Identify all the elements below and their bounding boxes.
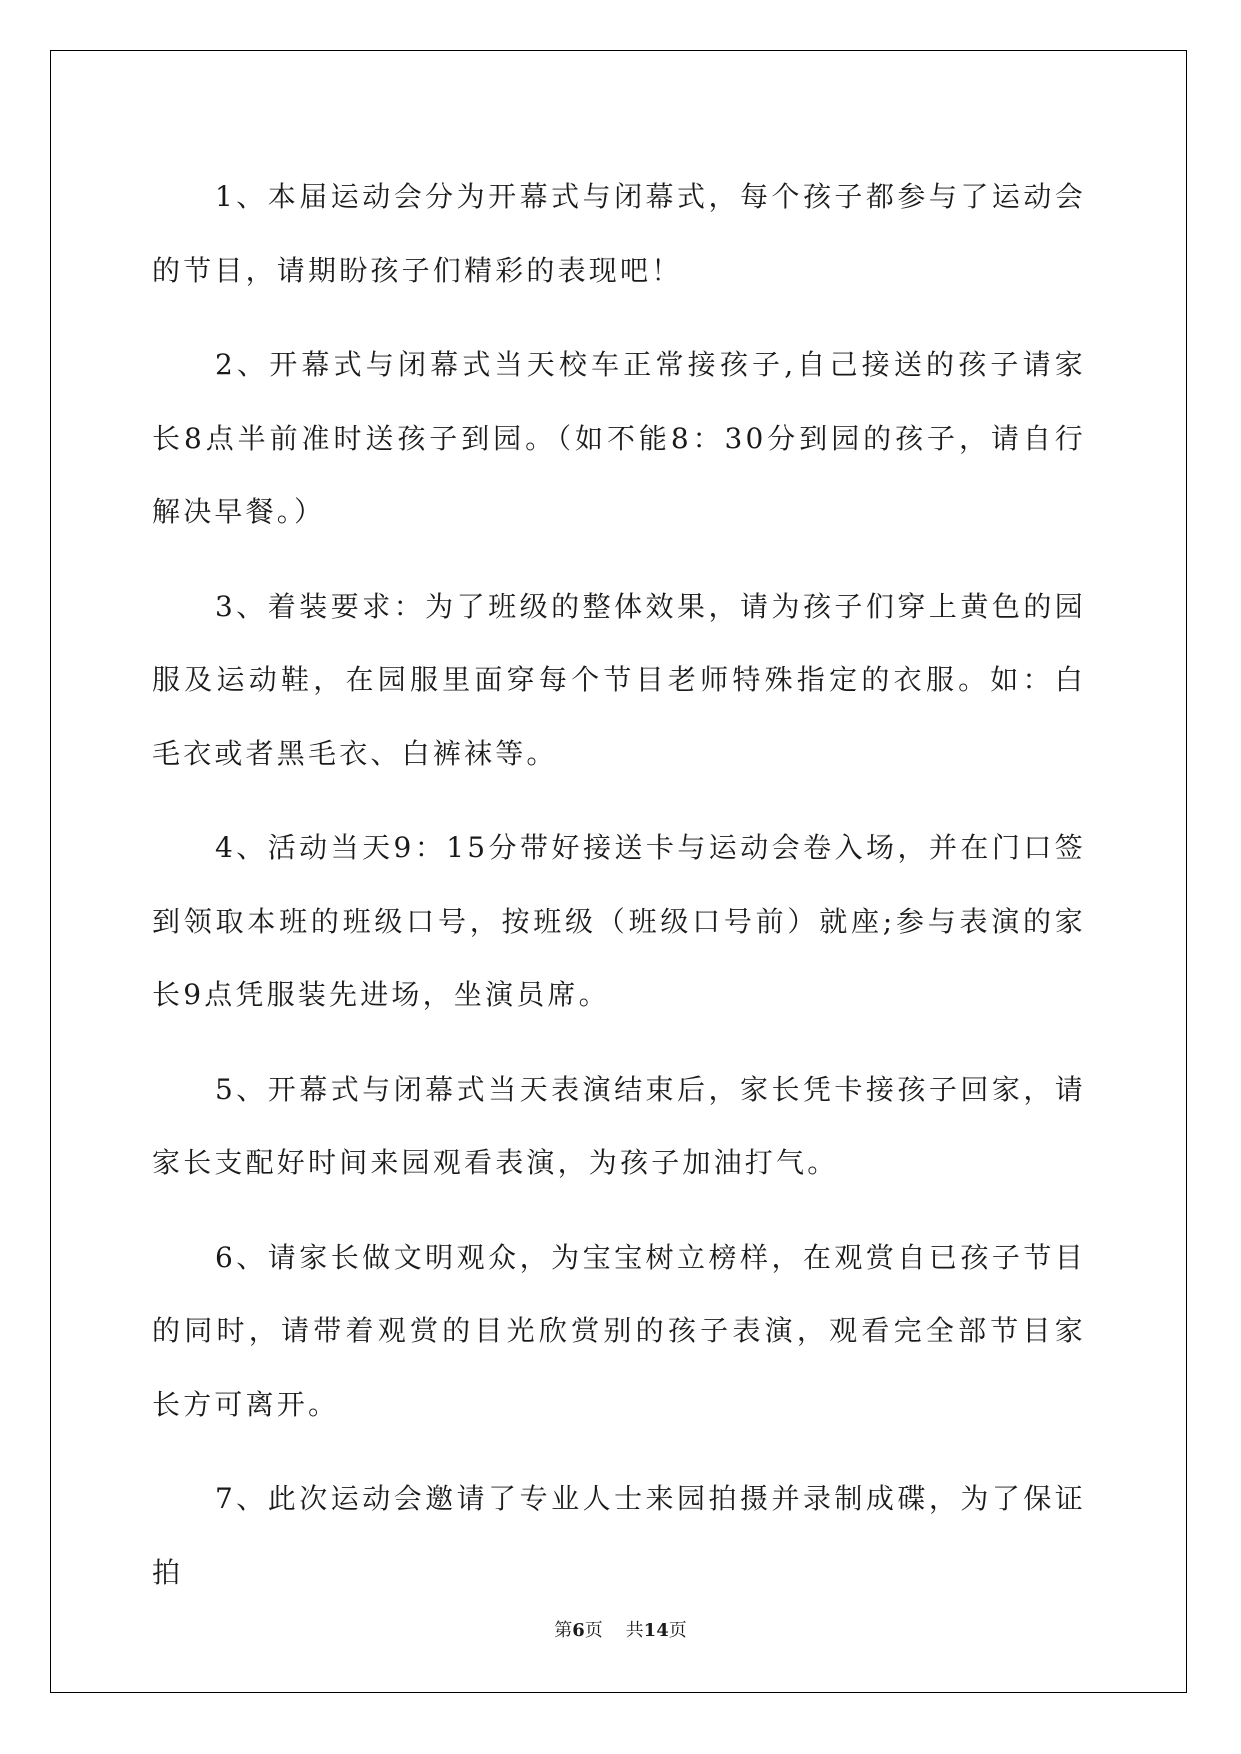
paragraph-3: 3、着装要求：为了班级的整体效果，请为孩子们穿上黄色的园服及运动鞋，在园服里面穿每个节目老师特殊指定的衣服。如：白毛衣或者黑毛衣、白裤袜等。	[152, 589, 1086, 770]
total-prefix: 共	[625, 1620, 644, 1641]
paragraph-7: 7、此次运动会邀请了专业人士来园拍摄并录制成碟，为了保证拍	[152, 1482, 1086, 1589]
page-number: 6	[572, 1620, 585, 1641]
paragraph-5: 5、开幕式与闭幕式当天表演结束后，家长凭卡接孩子回家，请家长支配好时间来园观看表演，为孩子加油打气。	[152, 1072, 1086, 1179]
total-suffix: 页	[668, 1620, 687, 1641]
page-footer	[0, 1616, 1241, 1642]
paragraph-6: 6、请家长做文明观众，为宝宝树立榜样，在观赏自已孩子节目的同时，请带着观赏的目光欣赏别的孩子表演，观看完全部节目家长方可离开。	[152, 1240, 1086, 1421]
page-prefix: 第	[554, 1620, 573, 1641]
document-body	[152, 160, 1086, 1630]
total-pages: 14	[643, 1620, 669, 1641]
paragraph-4: 4、活动当天9：15分带好接送卡与运动会卷入场，并在门口签到领取本班的班级口号，按班级（班级口号前）就座;参与表演的家长9点凭服装先进场，坐演员席。	[152, 831, 1086, 1011]
paragraph-1: 1、本届运动会分为开幕式与闭幕式，每个孩子都参与了运动会的节目，请期盼孩子们精彩的表现吧！	[152, 180, 1086, 287]
paragraph-2: 2、开幕式与闭幕式当天校车正常接孩子,自己接送的孩子请家长8点半前准时送孩子到园。（如不能8：30分到园的孩子，请自行解决早餐。）	[152, 348, 1086, 528]
page-suffix: 页	[584, 1620, 603, 1641]
